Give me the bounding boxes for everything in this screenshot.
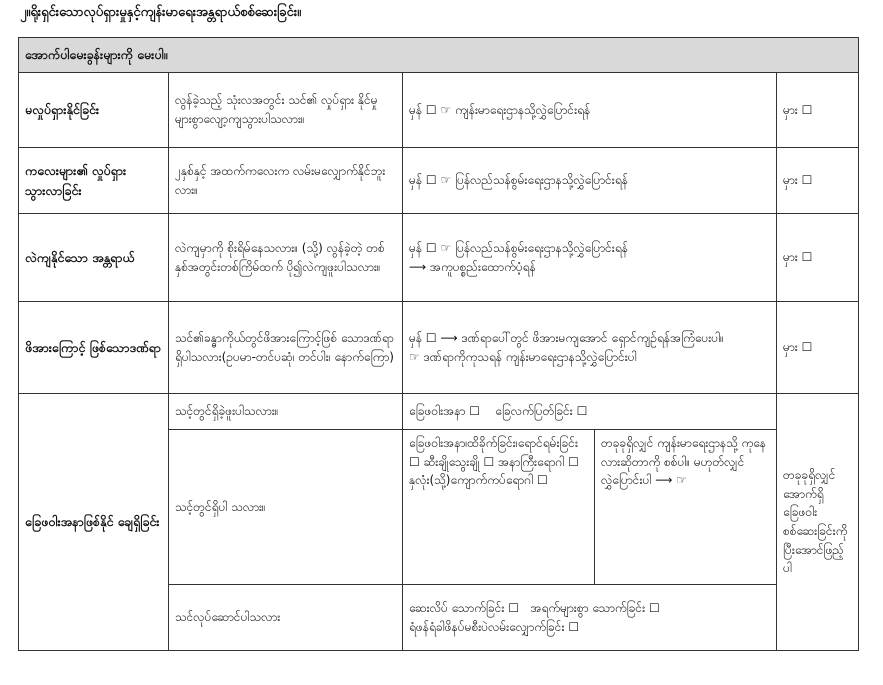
option-checkbox[interactable]: ☐	[536, 473, 548, 488]
yes-checkbox[interactable]: ☐	[425, 330, 437, 345]
yes-cell	[403, 148, 777, 214]
row-label: လဲကျနိုင်သော အန္တရာယ်	[19, 214, 169, 302]
pointer-icon: ☞	[409, 349, 420, 364]
option-label: ခြေလက်ပြတ်ခြင်း	[495, 404, 573, 419]
option-checkbox[interactable]: ☐	[568, 454, 579, 469]
options-cell	[403, 585, 777, 651]
table-row	[19, 214, 859, 302]
yes-cell	[403, 73, 777, 148]
table-row	[19, 148, 859, 214]
pointer-icon: ☞	[440, 240, 452, 255]
arrow-icon: ⟶	[440, 330, 458, 345]
arrow-icon: ⟶	[409, 259, 427, 274]
option-checkbox[interactable]: ☐	[469, 404, 480, 419]
pointer-icon: ☞	[676, 473, 688, 488]
row-label: ကလေးများ၏ လှုပ်ရှားသွားလာခြင်း	[19, 148, 169, 214]
table-row	[19, 73, 859, 148]
side-action: တခုခုရှိလျှင် အောက်ရှိ ခြေဖဝါး စစ်ဆေးခြင်းကို ပြီးအောင်ဖြည့်ပါ	[777, 394, 859, 651]
no-label: မှား	[783, 102, 798, 117]
header-text: အောက်ပါမေးခွန်းများကို မေးပါ။	[19, 38, 859, 73]
row-question: သင့်တွင်ရှိခဲ့ဖူးပါသလား။	[169, 394, 403, 430]
option-label: ရံဖန်ရံခါဖိနပ်မစီးပဲလမ်းလျှောက်ခြင်း	[409, 619, 565, 634]
no-cell	[777, 148, 859, 214]
options-cell	[403, 430, 595, 585]
options-cell	[403, 394, 777, 430]
yes-cell	[403, 302, 777, 394]
row-question: သင်လုပ်ဆောင်ပါသလား	[169, 585, 403, 651]
row-question: လဲကျမှာကို စိုးရိမ်နေသလား။ (သို့) လွန်ခဲ့တဲ့ တစ်နှစ်အတွင်းတစ်ကြိမ်ထက် ပို၍လဲကျဖူးပါသလား။	[169, 214, 403, 302]
no-checkbox[interactable]: ☐	[801, 340, 813, 355]
yes-checkbox[interactable]: ☐	[425, 173, 437, 188]
action-text-2: ဒဏ်ရာကိုကုသရန် ကျန်းမာရေးဌာနသို့လွှဲပြောင်းပါ	[423, 349, 637, 364]
option-checkbox[interactable]: ☐	[576, 404, 588, 419]
row-question: သင်၏ခန္ဓာကိုယ်တွင်ဖိအားကြောင့်ဖြစ် သောဒဏ်ရာရှိပါသလား(ဥပမာ-တင်ပဆုံ၊ တင်ပါး၊ နောက်ကြော)	[169, 302, 403, 394]
table-row	[19, 302, 859, 394]
action-text: ကျန်းမာရေးဌာနသို့လွှဲပြောင်းရန်	[455, 102, 591, 117]
option-checkbox[interactable]: ☐	[409, 454, 420, 469]
option-label: ခြေဖဝါးအနာ၊ထိခိုက်ခြင်း၊ရောင်ရမ်းခြင်း	[409, 436, 579, 450]
yes-label: မှန်	[409, 173, 423, 188]
pointer-icon: ☞	[440, 173, 452, 188]
option-checkbox[interactable]: ☐	[508, 600, 519, 615]
no-label: မှား	[783, 173, 798, 188]
option-label: ဆေးလိပ် သောက်ခြင်း	[409, 600, 505, 615]
action-cell	[595, 430, 777, 585]
option-label: ဆီးချိုသွေးချို	[423, 454, 480, 469]
option-label: ခြေဖဝါးအနာ	[409, 404, 466, 419]
no-label: မှား	[783, 340, 798, 355]
action-text: တခုခုရှိလျှင် ကျန်းမာရေးဌာနသို့ ကုနေလားဆိုတာကို စစ်ပါ။ မဟုတ်လျှင် လွှဲပြောင်းပါ	[601, 436, 766, 488]
action-text-2: အကူပစ္စည်းထောက်ပံ့ရန်	[430, 259, 536, 274]
row-label: မလှုပ်ရှားနိုင်ခြင်း	[19, 73, 169, 148]
no-label: မှား	[783, 250, 798, 265]
header-row	[19, 38, 859, 73]
option-checkbox[interactable]: ☐	[648, 600, 660, 615]
row-label: ဖိအားကြောင့် ဖြစ်သောဒဏ်ရာ	[19, 302, 169, 394]
arrow-icon: ⟶	[655, 473, 673, 488]
option-label: နှလုံး(သို့)ကျောက်ကပ်ရောဂါ	[409, 473, 534, 488]
yes-checkbox[interactable]: ☐	[425, 240, 437, 255]
screening-table	[18, 37, 859, 651]
row-question: ၂နှစ်နှင့် အထက်ကလေးက လမ်းမလျှောက်နိုင်ဘူးလား။	[169, 148, 403, 214]
row-label: ခြေဖဝါးအနာဖြစ်နိုင် ချေရှိခြင်း	[19, 394, 169, 651]
option-label: အနာကြီးရောဂါ	[498, 454, 565, 469]
option-checkbox[interactable]: ☐	[568, 619, 580, 634]
yes-cell	[403, 214, 777, 302]
action-text: ပြန်လည်သန်စွမ်းရေးဌာနသို့လွှဲပြောင်းရန်	[455, 240, 628, 255]
no-cell	[777, 214, 859, 302]
section-title: ၂။ရိုးရှင်းသောလုပ်ရှားမှုနှင့်ကျန်းမာရေးအန္တရာယ်စစ်ဆေးခြင်း။	[20, 5, 302, 20]
yes-label: မှန်	[409, 240, 423, 255]
option-checkbox[interactable]: ☐	[483, 454, 495, 469]
yes-label: မှန်	[409, 330, 423, 345]
no-checkbox[interactable]: ☐	[801, 173, 813, 188]
no-cell	[777, 73, 859, 148]
no-checkbox[interactable]: ☐	[801, 250, 813, 265]
table-row	[19, 394, 859, 430]
yes-label: မှန်	[409, 102, 423, 117]
option-label: အရက်များစွာ သောက်ခြင်း	[530, 600, 646, 615]
no-cell	[777, 302, 859, 394]
action-text: ဒဏ်ရာပေါ်တွင် ဖိအားမကျအောင် ရှောင်ကျဉ်ရန်အကြံပေးပါ။	[461, 330, 724, 345]
row-question: လွန်ခဲ့သည့် သုံးလအတွင်း သင်၏ လှုပ်ရှား နိုင်မှု များစွာလျော့ကျသွားပါသလား။	[169, 73, 403, 148]
yes-checkbox[interactable]: ☐	[425, 102, 437, 117]
no-checkbox[interactable]: ☐	[801, 102, 813, 117]
row-question: သင့်တွင်ရှိပါ သလား။	[169, 430, 403, 585]
pointer-icon: ☞	[440, 102, 452, 117]
action-text: ပြန်လည်သန်စွမ်းရေးဌာနသို့လွှဲပြောင်းရန်	[455, 173, 628, 188]
